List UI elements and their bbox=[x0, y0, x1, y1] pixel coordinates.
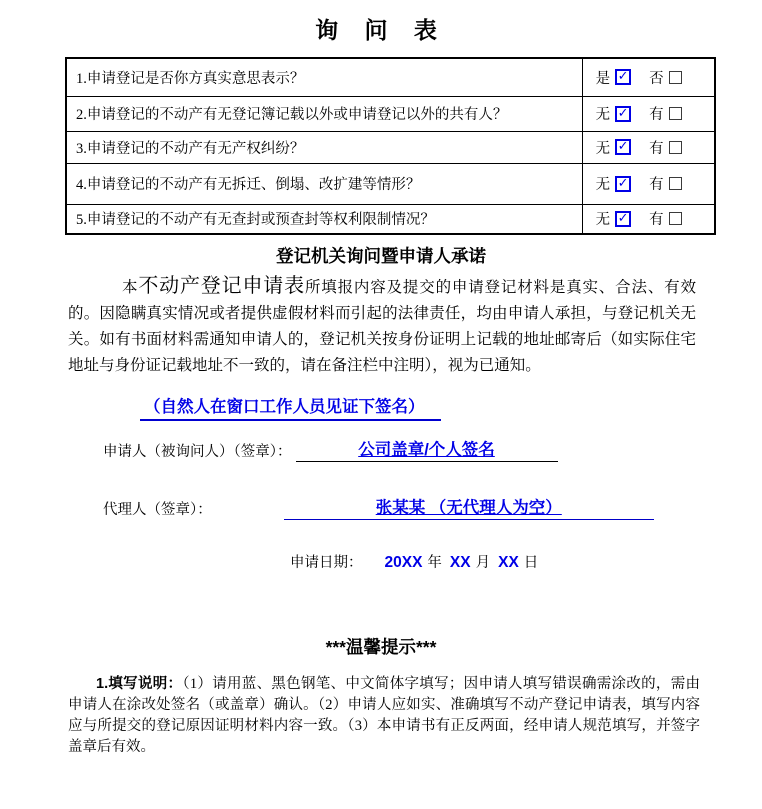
answer-group bbox=[596, 173, 714, 194]
witness-note-text: （自然人在窗口工作人员见证下签名） bbox=[140, 393, 441, 421]
option-none-label: 无 bbox=[595, 140, 611, 157]
page-title: 询 问 表 bbox=[315, 17, 447, 43]
checked-checkbox-icon[interactable]: ✓ bbox=[615, 176, 631, 192]
applicant-signature-row bbox=[103, 436, 762, 462]
agent-signature-row bbox=[103, 494, 762, 520]
answer-group bbox=[596, 137, 714, 158]
option-none-label: 无 bbox=[595, 212, 611, 229]
application-date-row bbox=[290, 551, 762, 572]
option-have-label: 有 bbox=[649, 177, 664, 193]
checked-checkbox-icon[interactable]: ✓ bbox=[615, 139, 631, 155]
commitment-form-name: 不动产登记申请表 bbox=[138, 275, 305, 297]
date-year-unit: 年 bbox=[427, 555, 442, 571]
question-text: 3.申请登记的不动产有无产权纠纷？ bbox=[66, 131, 582, 163]
question-text: 1.申请登记是否你方真实意思表示？ bbox=[66, 58, 582, 96]
table-row bbox=[66, 131, 715, 163]
answer-group bbox=[596, 103, 714, 124]
commitment-lead: 本 bbox=[122, 279, 139, 296]
applicant-signature-line[interactable] bbox=[296, 436, 558, 462]
date-day-unit: 日 bbox=[523, 555, 539, 571]
option-have-label: 有 bbox=[649, 212, 664, 229]
table-row bbox=[66, 96, 715, 131]
unchecked-checkbox-icon[interactable] bbox=[669, 212, 682, 225]
unchecked-checkbox-icon[interactable] bbox=[669, 71, 682, 84]
tips-item-label: 1.填写说明： bbox=[96, 676, 183, 692]
checked-checkbox-icon[interactable]: ✓ bbox=[615, 211, 631, 227]
option-none-label: 无 bbox=[595, 107, 611, 123]
commitment-heading: 登记机关询问暨申请人承诺 bbox=[276, 246, 486, 266]
agent-label: 代理人（签章）： bbox=[103, 502, 212, 518]
option-no-label: 否 bbox=[649, 70, 664, 87]
question-text: 2.申请登记的不动产有无登记簿记载以外或申请登记以外的共有人？ bbox=[66, 96, 582, 131]
option-have-label: 有 bbox=[649, 107, 664, 123]
table-row bbox=[66, 204, 715, 234]
date-day-value[interactable]: XX bbox=[498, 554, 519, 571]
tips-item-text: （1）请用蓝、黑色钢笔、中文简体字填写；因申请人填写错误确需涂改的，需由申请人在涂改处签名（或盖章）确认。（2）申请人应如实、准确填写不动产登记申请表，填写内容应与所提交的登记原因证明材料内容一致。（3）本申请书有正反两面，经申请人规范填写，并签字盖章后有效。 bbox=[68, 676, 701, 755]
unchecked-checkbox-icon[interactable] bbox=[669, 107, 682, 120]
table-row bbox=[66, 163, 715, 204]
checked-checkbox-icon[interactable]: ✓ bbox=[615, 69, 631, 85]
date-month-unit: 月 bbox=[475, 555, 491, 571]
commitment-body: 所填报内容及提交的申请登记材料是真实、合法、有效的。因隐瞒真实情况或者提供虚假材料而引起的法律责任，均由申请人承担，与登记机关无关。如有书面材料需通知申请人的，登记机关按身份证明上记载的地址邮寄后（如实际住宅地址与身份证记载地址不一致的，请在备注栏中注明），视为已通知。 bbox=[68, 279, 696, 374]
tips-paragraph bbox=[68, 674, 700, 758]
option-yes-label: 是 bbox=[595, 70, 611, 87]
applicant-signature-value: 公司盖章/个人签名 bbox=[358, 441, 495, 459]
commitment-paragraph bbox=[68, 273, 696, 379]
date-month-value[interactable]: XX bbox=[449, 554, 471, 571]
unchecked-checkbox-icon[interactable] bbox=[669, 141, 682, 154]
date-label: 申请日期： bbox=[290, 555, 363, 571]
question-text: 5.申请登记的不动产有无查封或预查封等权利限制情况？ bbox=[66, 204, 582, 234]
question-text: 4.申请登记的不动产有无拆迁、倒塌、改扩建等情形？ bbox=[66, 163, 582, 204]
checked-checkbox-icon[interactable]: ✓ bbox=[615, 106, 631, 122]
question-table bbox=[65, 57, 716, 235]
date-year-value[interactable]: 20XX bbox=[384, 554, 423, 571]
tips-heading: ***温馨提示*** bbox=[325, 637, 437, 657]
unchecked-checkbox-icon[interactable] bbox=[669, 177, 682, 190]
answer-group bbox=[596, 67, 714, 88]
agent-signature-line[interactable] bbox=[284, 494, 654, 520]
answer-group bbox=[596, 208, 714, 229]
witness-note bbox=[140, 393, 762, 421]
option-none-label: 无 bbox=[595, 177, 611, 193]
option-have-label: 有 bbox=[649, 140, 664, 157]
table-row bbox=[66, 58, 715, 96]
agent-signature-value: 张某某 （无代理人为空） bbox=[375, 499, 562, 517]
applicant-label: 申请人（被询问人）（签章）： bbox=[103, 444, 292, 460]
